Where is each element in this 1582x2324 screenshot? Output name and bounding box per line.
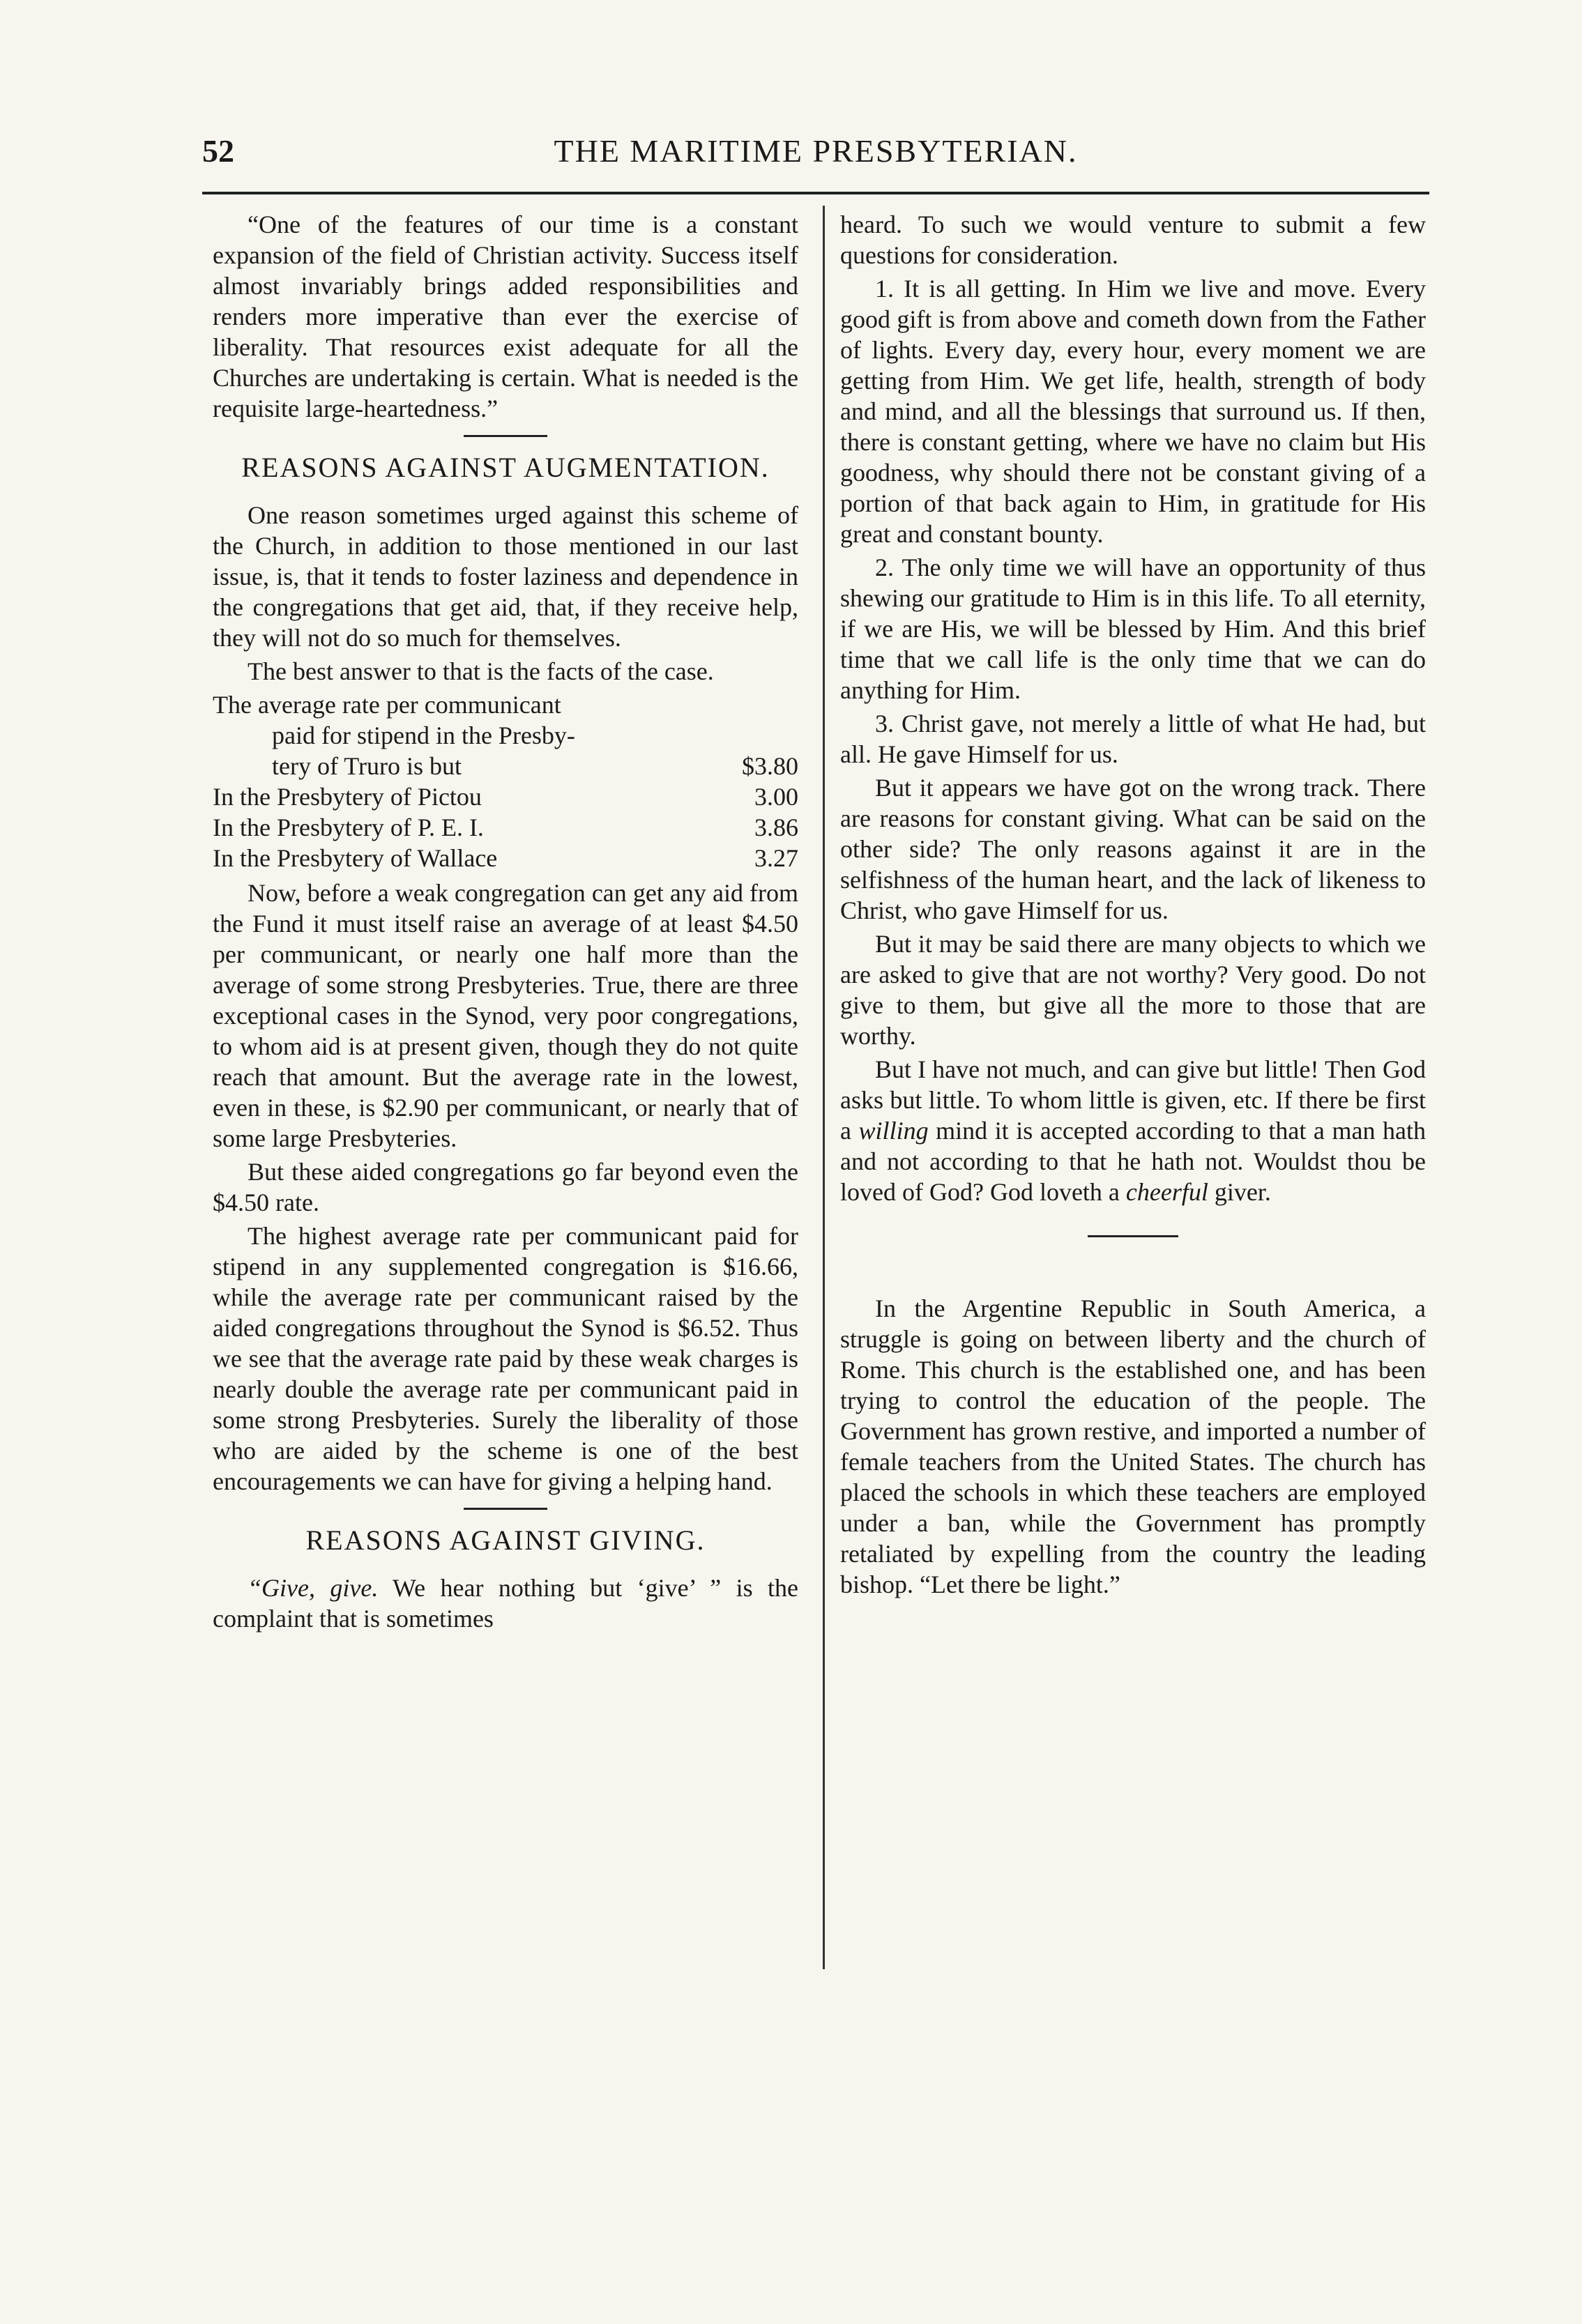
paragraph-now: Now, before a weak congregation can get any aid from the Fund it must itself raise an average of at least $4.50 per communicant, or nearly one half more than the average of some strong Presbyteries. True, there are three exceptional cases in the Synod, very poor congregations, to whom aid is at present given, though they do not quite reach that amount. But the average rate in the lowest, even in these, is $2.90 per communicant, or nearly that of some large Presbyteries. bbox=[213, 879, 798, 1152]
left-column bbox=[213, 209, 798, 1637]
give-rest: We hear nothing but ‘give’ ” is the complaint that is sometimes bbox=[213, 1574, 799, 1633]
rate-label-line: tery of Truro is but bbox=[272, 752, 462, 780]
rate-row-wallace bbox=[213, 843, 798, 873]
column-divider bbox=[823, 206, 825, 1969]
not-much-text: giver. bbox=[1208, 1178, 1271, 1206]
heading-reasons-against-giving: REASONS AGAINST GIVING. bbox=[305, 1524, 706, 1556]
rate-row-pictou bbox=[213, 781, 798, 812]
rate-amount: $3.80 bbox=[742, 752, 798, 780]
rate-label: In the Presbytery of Wallace bbox=[213, 844, 498, 872]
not-much-italic: willing bbox=[858, 1117, 929, 1145]
paragraph-argentine: In the Argentine Republic in South America, a struggle is going on between liberty and the church of Rome. This church is the established one, and has been trying to control the education of the people. The Government has grown restive, and imported a number of female teachers from the United States. The church has placed the schools in which these teachers are employed under a ban, while the Government has promptly retaliated by expelling from the country the leading bishop. “Let there be light.” bbox=[840, 1294, 1426, 1598]
quote-paragraph: “One of the features of our time is a constant expansion of the field of Christian activity. Success itself almost invariably brings added responsibilities and renders more imperative than ever the exercise of liberality. That resources exist adequate for all the Churches are undertaking is certain. What is needed is the requisite large-heartedness.” bbox=[213, 211, 798, 422]
header-rule bbox=[202, 192, 1429, 194]
not-much-italic: cheerful bbox=[1125, 1178, 1208, 1206]
paragraph-best-answer: The best answer to that is the facts of the case. bbox=[248, 657, 714, 685]
rate-amount: 3.86 bbox=[754, 813, 798, 841]
rate-label-line: The average rate per communicant bbox=[213, 691, 561, 719]
right-column bbox=[840, 209, 1426, 1603]
section-rule bbox=[464, 1508, 547, 1510]
running-title: THE MARITIME PRESBYTERIAN. bbox=[554, 133, 1078, 169]
paragraph-point-2: 2. The only time we will have an opportunity of thus shewing our gratitude to Him is in this life. To all eternity, if we are His, we will be blessed by Him. And this brief time that we call life is the only time that we can do anything for Him. bbox=[840, 553, 1426, 704]
rate-label: In the Presbytery of P. E. I. bbox=[213, 813, 484, 841]
paragraph-not-much bbox=[840, 1054, 1426, 1207]
not-much-text: mind it is accepted according to that a man hath and not according to that he hath not. Wouldst thou be loved of God? God loveth a bbox=[840, 1117, 1426, 1206]
rate-amount: 3.27 bbox=[754, 844, 798, 872]
give-italic: “Give, give. bbox=[248, 1574, 379, 1602]
paragraph-objects: But it may be said there are many objects to which we are asked to give that are not worthy? Very good. Do not give to them, but give all the more to those that are worthy. bbox=[840, 930, 1426, 1050]
paragraph-give bbox=[213, 1573, 798, 1634]
not-much-text: But I have not much, and can give but little! Then God asks but little. To whom little is given, etc. If there be first a bbox=[840, 1055, 1426, 1145]
rate-label-line: paid for stipend in the Presby- bbox=[272, 721, 575, 749]
stipend-rate-table bbox=[213, 689, 798, 873]
section-rule bbox=[1088, 1235, 1178, 1237]
rate-amount: 3.00 bbox=[754, 783, 798, 811]
paragraph-reason: One reason sometimes urged against this scheme of the Church, in addition to those mentioned in our last issue, is, that it tends to foster laziness and dependence in the congregations that get aid, that, if they receive help, they will not do so much for themselves. bbox=[213, 501, 798, 652]
page-header bbox=[202, 132, 1429, 174]
rate-row-truro bbox=[213, 689, 798, 781]
rate-row-pei bbox=[213, 812, 798, 843]
rate-label: In the Presbytery of Pictou bbox=[213, 783, 482, 811]
paragraph-wrong-track: But it appears we have got on the wrong track. There are reasons for constant giving. What can be said on the other side? The only reasons against it are in the selfishness of the human heart, and the lack of likeness to Christ, who gave Himself for us. bbox=[840, 774, 1426, 924]
paragraph-point-3: 3. Christ gave, not merely a little of what He had, but all. He gave Himself for us. bbox=[840, 710, 1426, 768]
paragraph-but-these: But these aided congregations go far beyond even the $4.50 rate. bbox=[213, 1158, 798, 1216]
paragraph-highest: The highest average rate per communicant paid for stipend in any supplemented congregation is $16.66, while the average rate per communicant raised by the aided congregations throughout the Synod is $6.52. Thus we see that the average rate paid by these weak charges is nearly double the average rate per communicant paid in some strong Presbyteries. Surely the liberality of those who are aided by the scheme is one of the best encouragements we can have for giving a helping hand. bbox=[213, 1222, 798, 1495]
page-number: 52 bbox=[202, 133, 234, 169]
section-rule bbox=[464, 435, 547, 437]
paragraph-point-1: 1. It is all getting. In Him we live and move. Every good gift is from above and cometh down from the Father of lights. Every day, every hour, every moment we are getting from Him. We get life, health, strength of body and mind, and all the blessings that surround us. If then, there is constant getting, where we have no claim but His goodness, why should there not be constant giving of a portion of that back again to Him, in gratitude for His great and constant bounty. bbox=[840, 275, 1426, 548]
heading-reasons-against-augmentation: REASONS AGAINST AUGMENTATION. bbox=[241, 452, 770, 483]
paragraph-heard: heard. To such we would venture to submit a few questions for consideration. bbox=[840, 211, 1426, 269]
